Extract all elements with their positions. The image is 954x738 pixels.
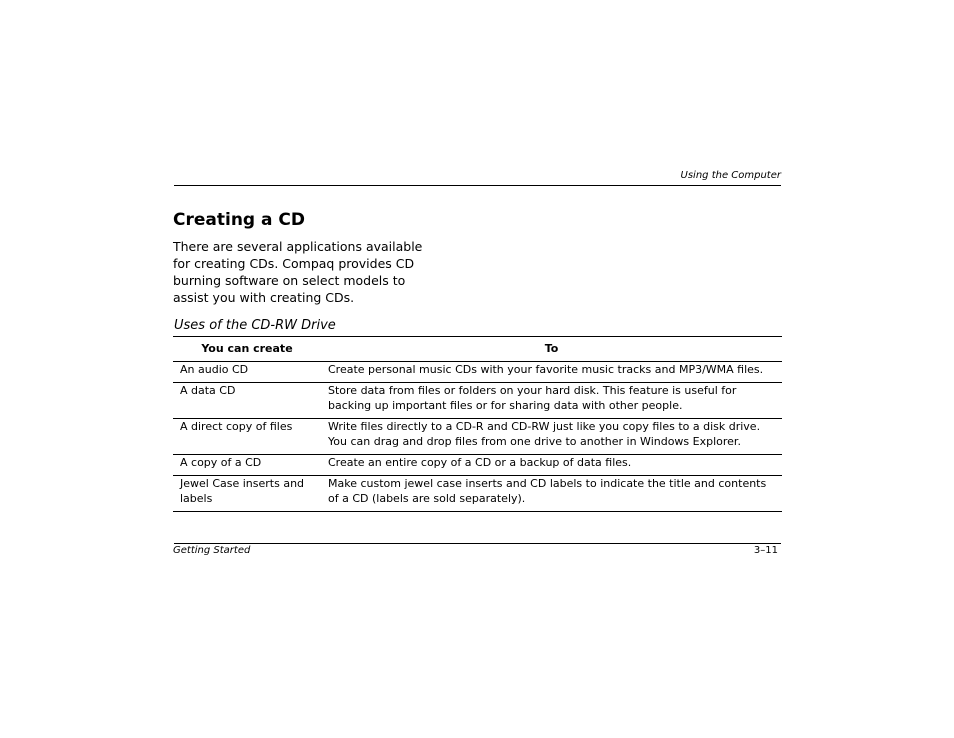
- table-row: [173, 419, 782, 455]
- section-title: Creating a CD: [173, 210, 305, 230]
- table-cell-description: Create personal music CDs with your favorite music tracks and MP3/WMA files.: [321, 362, 782, 383]
- column-header-to: To: [321, 337, 782, 362]
- table-cell-item: A direct copy of files: [173, 419, 321, 455]
- table-cell-item: A copy of a CD: [173, 455, 321, 476]
- footer-rule: [174, 543, 781, 544]
- table-cell-description: Make custom jewel case inserts and CD labels to indicate the title and contents of a CD (labels are sold separately).: [321, 476, 782, 512]
- table-row: [173, 455, 782, 476]
- table-caption: Uses of the CD-RW Drive: [174, 318, 336, 333]
- intro-paragraph: There are several applications available for creating CDs. Compaq provides CD burning software on select models to assist you with creating CDs.: [173, 239, 423, 305]
- table-row: [173, 476, 782, 512]
- table-cell-item: An audio CD: [173, 362, 321, 383]
- table-row: [173, 362, 782, 383]
- uses-table: [173, 336, 782, 512]
- header-rule: [174, 185, 781, 186]
- footer-book-title: Getting Started: [173, 545, 251, 556]
- table-row: [173, 383, 782, 419]
- table-cell-description: Store data from files or folders on your hard disk. This feature is useful for backing up important files or for sharing data with other people.: [321, 383, 782, 419]
- table-cell-description: Write files directly to a CD-R and CD-RW just like you copy files to a disk drive. You can drag and drop files from one drive to another in Windows Explorer.: [321, 419, 782, 455]
- page-number: 3–11: [753, 545, 778, 556]
- table-cell-item: A data CD: [173, 383, 321, 419]
- running-header: Using the Computer: [680, 170, 781, 181]
- table-header-row: [173, 337, 782, 362]
- table-cell-item: Jewel Case inserts and labels: [173, 476, 321, 512]
- column-header-you-can-create: You can create: [173, 337, 321, 362]
- table-cell-description: Create an entire copy of a CD or a backup of data files.: [321, 455, 782, 476]
